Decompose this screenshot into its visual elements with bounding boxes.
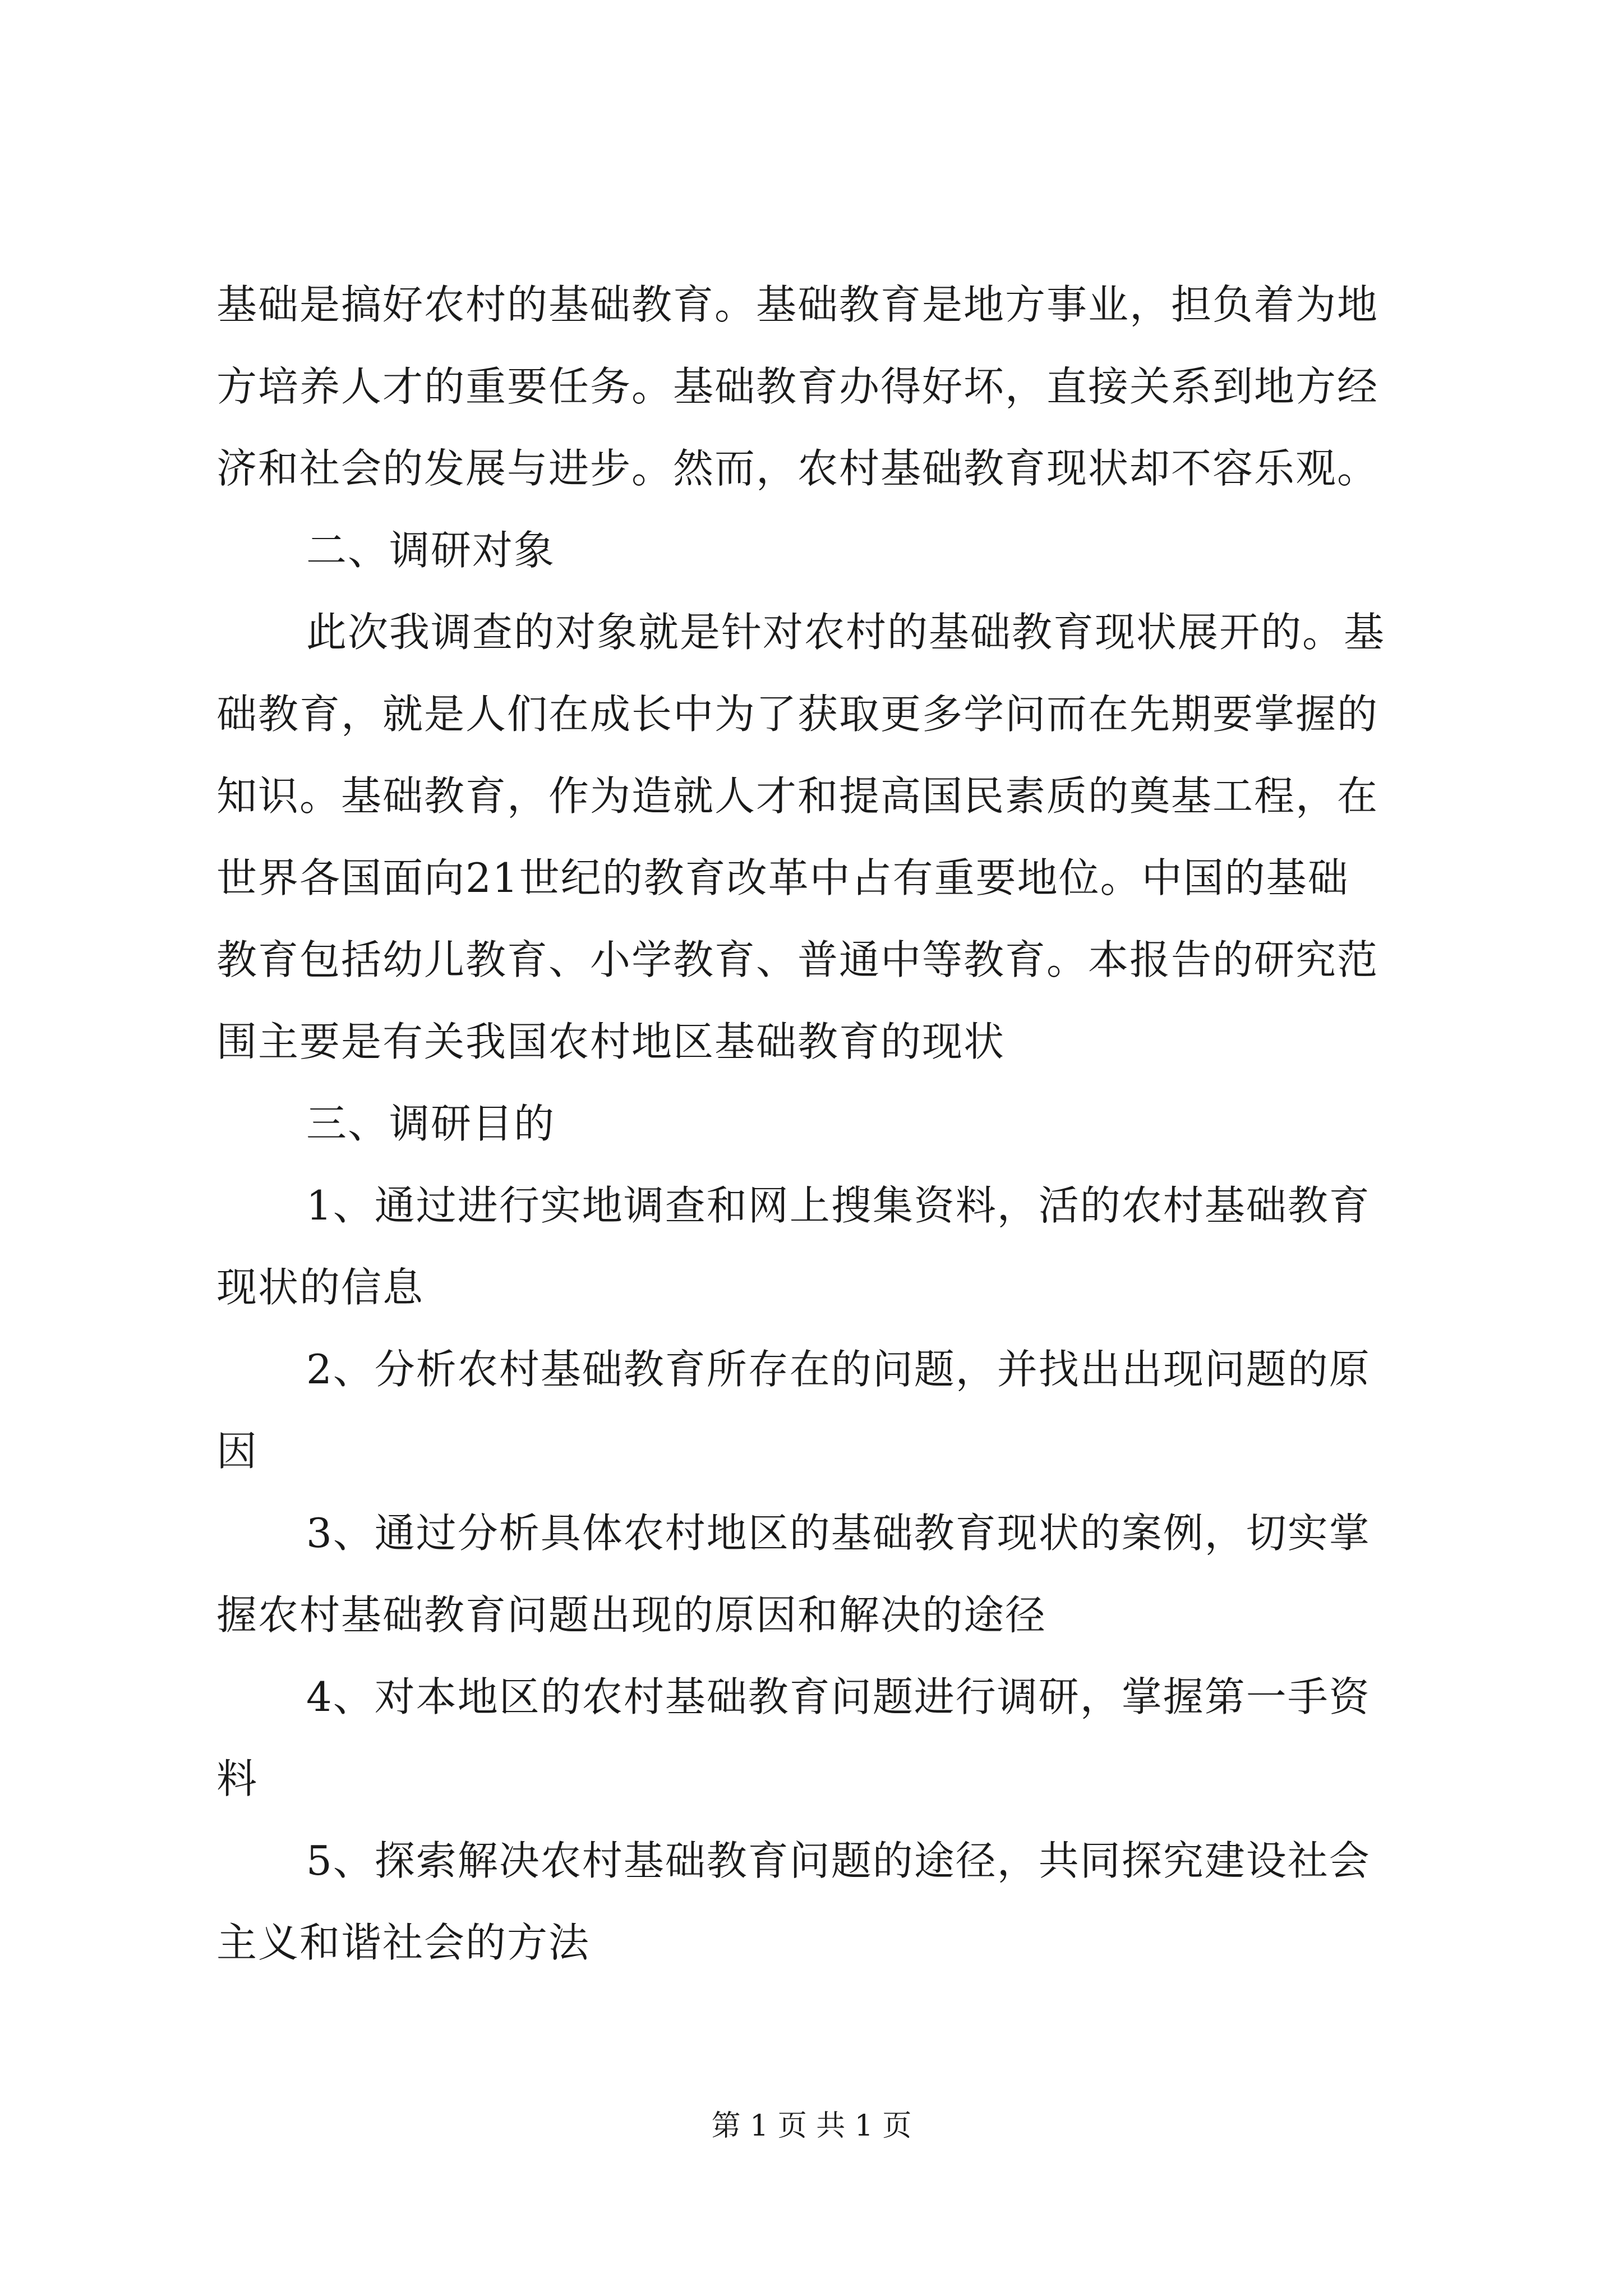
paragraph-line: 围主要是有关我国农村地区基础教育的现状 [216, 1018, 1006, 1065]
list-item-continuation: 料 [216, 1755, 259, 1802]
paragraph-line: 知识。基础教育，作为造就人才和提高国民素质的奠基工程，在 [216, 772, 1379, 820]
paragraph-line: 此次我调查的对象就是针对农村的基础教育现状展开的。基 [306, 609, 1386, 656]
paragraph-line: 济和社会的发展与进步。然而，农村基础教育现状却不容乐观。 [216, 445, 1379, 492]
list-item: 1、通过进行实地调查和网上搜集资料，活的农村基础教育 [306, 1182, 1371, 1229]
list-item-continuation: 主义和谐社会的方法 [216, 1919, 591, 1966]
document-body [216, 264, 1422, 1984]
list-item: 2、分析农村基础教育所存在的问题，并找出出现问题的原 [306, 1346, 1371, 1393]
paragraph-line: 础教育，就是人们在成长中为了获取更多学问而在先期要掌握的 [216, 691, 1379, 738]
paragraph-line: 世界各国面向21世纪的教育改革中占有重要地位。中国的基础 [216, 854, 1349, 901]
section-heading: 二、调研对象 [306, 527, 556, 574]
paragraph-line: 基础是搞好农村的基础教育。基础教育是地方事业，担负着为地 [216, 281, 1379, 328]
list-item-continuation: 因 [216, 1428, 259, 1475]
page-number: 第 1 页 共 1 页 [711, 2109, 912, 2143]
list-item: 3、通过分析具体农村地区的基础教育现状的案例，切实掌 [306, 1510, 1371, 1557]
paragraph-line: 教育包括幼儿教育、小学教育、普通中等教育。本报告的研究范 [216, 936, 1379, 983]
list-item-continuation: 现状的信息 [216, 1264, 425, 1311]
list-item-continuation: 握农村基础教育问题出现的原因和解决的途径 [216, 1591, 1047, 1639]
list-item: 4、对本地区的农村基础教育问题进行调研，掌握第一手资 [306, 1673, 1371, 1720]
page-footer [0, 2106, 1623, 2146]
list-item: 5、探索解决农村基础教育问题的途径，共同探究建设社会 [306, 1837, 1371, 1884]
paragraph-line: 方培养人才的重要任务。基础教育办得好坏，直接关系到地方经 [216, 363, 1379, 410]
section-heading: 三、调研目的 [306, 1100, 556, 1147]
